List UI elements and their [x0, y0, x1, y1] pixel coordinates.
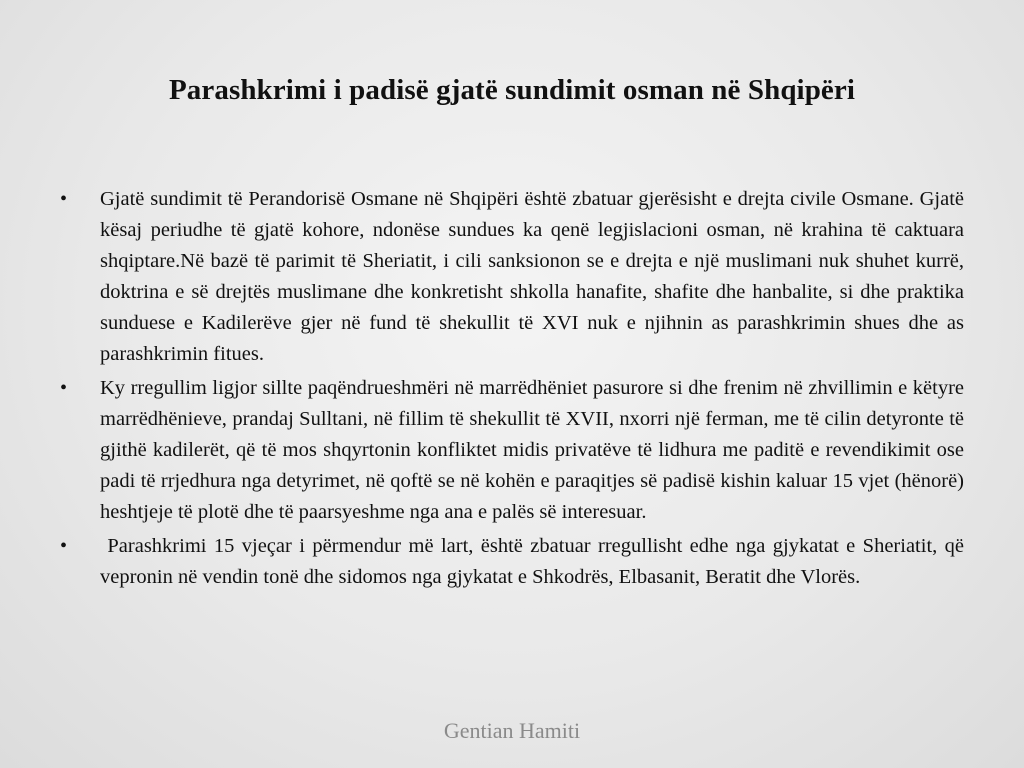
bullet-marker: •	[60, 535, 68, 557]
footer-author: Gentian Hamiti	[443, 718, 581, 743]
bullet-marker: •	[60, 377, 68, 399]
bullet-item	[60, 373, 964, 528]
bullet-item	[60, 184, 964, 370]
bullet-marker: •	[60, 188, 68, 210]
bullet-item	[60, 531, 970, 593]
bullet-text: Parashkrimi 15 vjeçar i përmendur më lart, është zbatuar rregullisht edhe nga gjykatat e Sheriatit, që vepronin në vendin tonë dhe sidomos nga gjykatat e Shkodrës, Elbasanit, Beratit dhe Vlorës.	[100, 535, 970, 588]
slide-title: Parashkrimi i padisë gjatë sundimit osman në Shqipëri	[168, 74, 856, 106]
bullet-list	[60, 184, 970, 596]
bullet-text: Ky rregullim ligjor sillte paqëndrueshmëri në marrëdhëniet pasurore si dhe frenim në zhvillimin e këtyre marrëdhënieve, prandaj Sulltani, në fillim të shekullit të XVII, nxorri një ferman, me të cilin detyronte të gjithë kadilerët, që të mos shqyrtonin konfliktet midis privatëve të lidhura me paditë e revendikimit ose padi të rrjedhura nga detyrimet, në qoftë se në kohën e paraqitjes së padisë kishin kaluar 15 vjet (hënorë) heshtjeje të plotë dhe të paarsyeshme nga ana e palës së interesuar.	[100, 377, 964, 523]
bullet-text: Gjatë sundimit të Perandorisë Osmane në Shqipëri është zbatuar gjerësisht e drejta civile Osmane. Gjatë kësaj periudhe të gjatë kohore, ndonëse sundues ka qenë legjislacioni osman, në krahina të caktuara shqiptare.Në bazë të parimit të Sheriatit, i cili sanksionon se e drejta e një muslimani nuk shuhet kurrë, doktrina e së drejtës muslimane dhe konkretisht shkolla hanafite, shafite dhe hanbalite, si dhe praktika sunduese e Kadilerëve gjer në fund të shekullit të XVI nuk e njihnin as parashkrimin shues dhe as parashkrimin fitues.	[100, 188, 964, 365]
